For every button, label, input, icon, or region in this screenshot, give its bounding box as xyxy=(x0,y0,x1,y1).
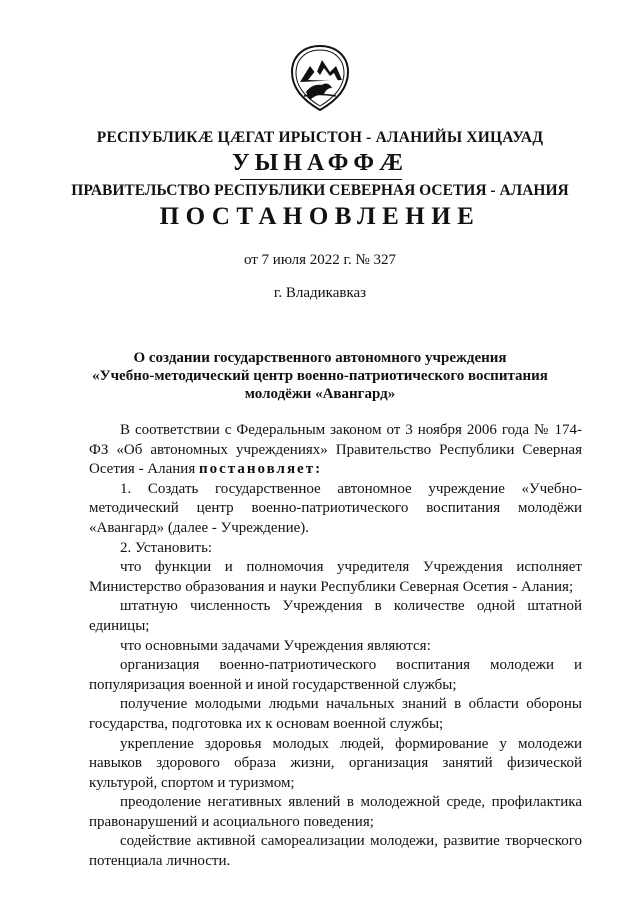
paragraph-7: получение молодыми людьми начальных знаний в области обороны государства, подготовка их к основам военной службы; xyxy=(89,696,582,732)
paragraph-9: преодоление негативных явлений в молодежной среде, профилактика правонарушений и асоциального поведения; xyxy=(89,794,582,830)
coat-of-arms-icon xyxy=(286,44,354,112)
paragraph-4: штатную численность Учреждения в количестве одной штатной единицы; xyxy=(89,598,582,634)
paragraph-8: укрепление здоровья молодых людей, формирование у молодежи навыков здорового образа жизни, организация занятий физической культурой, спортом и туризмом; xyxy=(89,735,582,791)
paragraph-5: что основными задачами Учреждения являются: xyxy=(120,637,431,654)
document-title xyxy=(80,349,560,403)
title-line-3: молодёжи «Авангард» xyxy=(244,386,396,402)
title-line-2: «Учебно-методический центр военно-патриотического воспитания xyxy=(92,368,548,384)
decree-word: постановляет: xyxy=(199,461,323,478)
paragraph-10: содействие активной самореализации молодежи, развитие творческого потенциала личности. xyxy=(89,833,582,870)
document-body xyxy=(89,421,582,872)
title-line-1: О создании государственного автономного учреждения xyxy=(133,350,507,366)
ossetian-government-heading: РЕСПУБЛИКÆ ЦÆГАТ ИРЫСТОН - АЛАНИЙЫ ХИЦАУАД xyxy=(96,129,544,146)
intro-text: В соответствии с Федеральным законом от 3 ноября 2006 года № 174-ФЗ «Об автономных учреждениях» Правительство Республики Северная Осетия - Алания xyxy=(89,422,582,478)
document-city: г. Владикавказ xyxy=(273,285,367,301)
paragraph-2: 2. Установить: xyxy=(120,539,213,556)
ossetian-document-type: УЫНАФФÆ xyxy=(232,150,408,176)
intro-paragraph xyxy=(89,421,582,480)
document-date-number: от 7 июля 2022 г. № 327 xyxy=(243,252,397,268)
paragraph-1: 1. Создать государственное автономное учреждение «Учебно-методический центр военно-патриотического воспитания молодёжи «Авангард» (далее - Учреждение). xyxy=(89,480,582,536)
russian-document-type: ПОСТАНОВЛЕНИЕ xyxy=(159,203,481,230)
paragraph-3: что функции и полномочия учредителя Учреждения исполняет Министерство образования и науки Республики Северная Осетия - Алания; xyxy=(89,559,582,595)
header-divider xyxy=(240,179,402,180)
paragraph-6: организация военно-патриотического воспитания молодежи и популяризация военной и иной государственной службы; xyxy=(89,657,582,693)
russian-government-heading: ПРАВИТЕЛЬСТВО РЕСПУБЛИКИ СЕВЕРНАЯ ОСЕТИЯ - АЛАНИЯ xyxy=(71,182,569,199)
